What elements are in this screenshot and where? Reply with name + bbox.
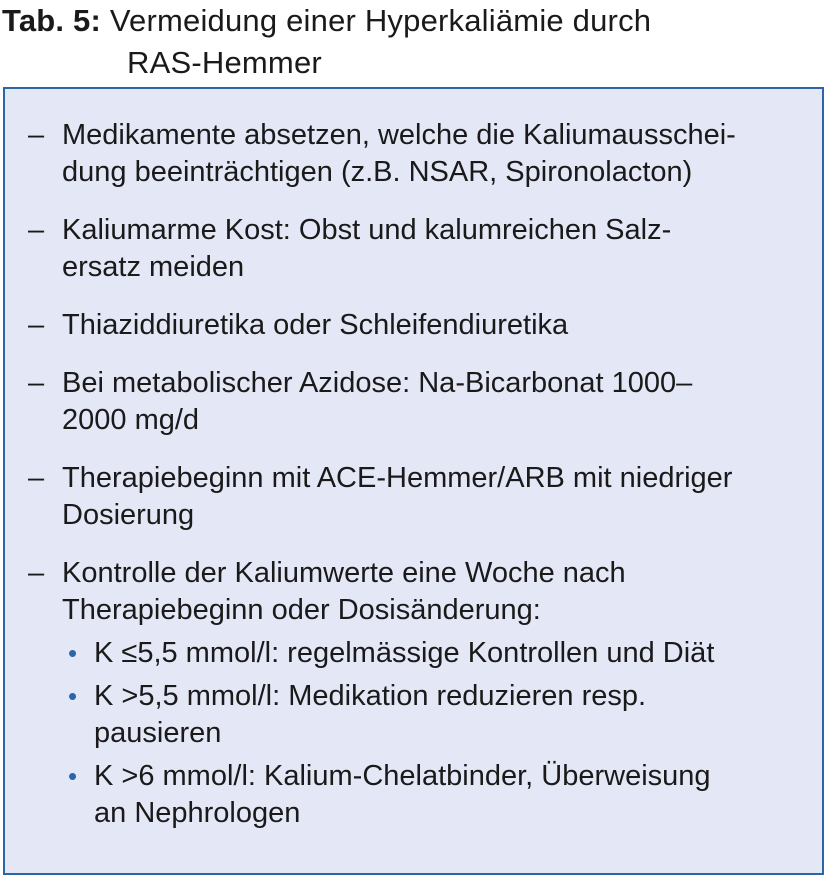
list-item-line: ersatz meiden [62, 251, 245, 283]
sub-list-item-line: an Nephrologen [94, 797, 301, 829]
sub-list-item-line: pausieren [94, 717, 222, 749]
content-box [3, 87, 824, 875]
list-item [5, 212, 822, 286]
dash-marker: – [28, 214, 45, 246]
potassium-threshold-list [62, 635, 810, 832]
bullet-icon: • [68, 681, 78, 711]
list-item-line: Therapiebeginn mit ACE-Hemmer/ARB mit niedriger [62, 462, 733, 494]
bullet-icon: • [68, 761, 78, 791]
bullet-icon: • [68, 638, 78, 668]
dash-marker: – [28, 462, 45, 494]
dash-marker: – [28, 557, 45, 589]
sub-list-item [62, 635, 810, 672]
list-item-line: Kontrolle der Kaliumwerte eine Woche nach [62, 557, 626, 589]
sub-list-item [62, 678, 810, 752]
sub-list-item-line: K >6 mmol/l: Kalium-Chelatbinder, Überweisung [94, 760, 711, 792]
table-title [2, 0, 822, 84]
table-title-line-1: Vermeidung einer Hyperkaliämie durch [109, 3, 652, 38]
recommendation-list [5, 117, 822, 853]
list-item [5, 365, 822, 439]
list-item-line: Dosierung [62, 499, 195, 531]
list-item-line: 2000 mg/d [62, 404, 200, 436]
list-item-line: Therapiebeginn oder Dosisänderung: [62, 594, 541, 626]
table-number-label: Tab. 5: [2, 3, 102, 38]
table-title-line-2: RAS-Hemmer [127, 45, 322, 80]
dash-marker: – [28, 309, 45, 341]
list-item-line: Kaliumarme Kost: Obst und kalumreichen Salz- [62, 214, 672, 246]
sub-list-item-line: K ≤5,5 mmol/l: regelmässige Kontrollen und Diät [94, 637, 715, 669]
sub-list-item-line: K >5,5 mmol/l: Medikation reduzieren resp. [94, 680, 647, 712]
list-item [5, 555, 822, 832]
dash-marker: – [28, 367, 45, 399]
list-item-line: Bei metabolischer Azidose: Na-Bicarbonat 1000– [62, 367, 693, 399]
list-item [5, 307, 822, 344]
list-item-line: Thiaziddiuretika oder Schleifendiuretika [62, 309, 569, 341]
dash-marker: – [28, 119, 45, 151]
list-item-line: dung beeinträchtigen (z.B. NSAR, Spironolacton) [62, 156, 693, 188]
list-item-line: Medikamente absetzen, welche die Kaliumausschei- [62, 119, 736, 151]
list-item [5, 460, 822, 534]
sub-list-item [62, 758, 810, 832]
list-item [5, 117, 822, 191]
